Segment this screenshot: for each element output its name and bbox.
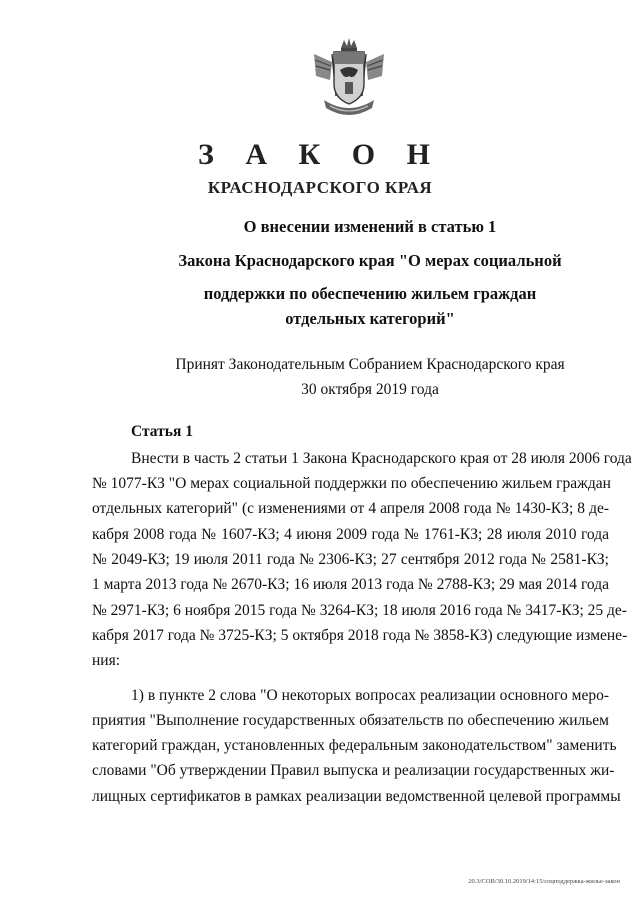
article-text-line: отдельных категорий" (с изменениями от 4 апреля 2008 года № 1430-КЗ; 8 де- xyxy=(92,500,609,517)
article-text-line: № 2971-КЗ; 6 ноября 2015 года № 3264-КЗ; 18 июля 2016 года № 3417-КЗ; 25 де- xyxy=(92,602,627,619)
coat-of-arms-emblem xyxy=(310,36,388,122)
item-text-line: категорий граждан, установленных федеральным законодательством" заменить xyxy=(92,737,617,754)
law-name-line: О внесении изменений в статью 1 xyxy=(243,217,497,236)
item-text-line: 1) в пункте 2 слова "О некоторых вопросах реализации основного меро- xyxy=(131,687,609,704)
article-text-line: ния: xyxy=(92,652,121,669)
article-heading: Статья 1 xyxy=(131,423,193,440)
document-stamp: 20.3/СОВ/30.10.2019/14:15/соцподдержка-жилье-закон xyxy=(468,878,620,885)
article-text-line: кабря 2017 года № 3725-КЗ; 5 октября 2018 года № 3858-КЗ) следующие измене- xyxy=(92,627,628,644)
item-text-line: лищных сертификатов в рамках реализации ведомственной целевой программы xyxy=(92,788,621,805)
article-text-line: № 1077-КЗ "О мерах социальной поддержки по обеспечению жильем граждан xyxy=(92,475,611,492)
law-name-line: Закона Краснодарского края "О мерах социальной xyxy=(178,251,562,270)
item-text-line: приятия "Выполнение государственных обязательств по обеспечению жильем xyxy=(92,712,609,729)
article-text-line: кабря 2008 года № 1607-КЗ; 4 июня 2009 года № 1761-КЗ; 28 июля 2010 года xyxy=(92,526,609,543)
article-text-line: № 2049-КЗ; 19 июля 2011 года № 2306-КЗ; 27 сентября 2012 года № 2581-КЗ; xyxy=(92,551,609,568)
law-name-line: отдельных категорий" xyxy=(285,309,455,328)
item-text-line: словами "Об утверждении Правил выпуска и реализации государственных жи- xyxy=(92,762,615,779)
adoption-date: 30 октября 2019 года xyxy=(301,381,439,398)
adoption-statement: Принят Законодательным Собранием Краснодарского края xyxy=(175,356,565,373)
article-text-line: 1 марта 2013 года № 2670-КЗ; 16 июля 2013 года № 2788-КЗ; 29 мая 2014 года xyxy=(92,576,609,593)
law-name-line: поддержки по обеспечению жильем граждан xyxy=(203,284,537,303)
article-text-line: Внести в часть 2 статьи 1 Закона Краснодарского края от 28 июля 2006 года xyxy=(131,450,632,467)
document-subtitle: КРАСНОДАРСКОГО КРАЯ xyxy=(207,178,433,197)
document-title: З А К О Н xyxy=(198,138,442,171)
